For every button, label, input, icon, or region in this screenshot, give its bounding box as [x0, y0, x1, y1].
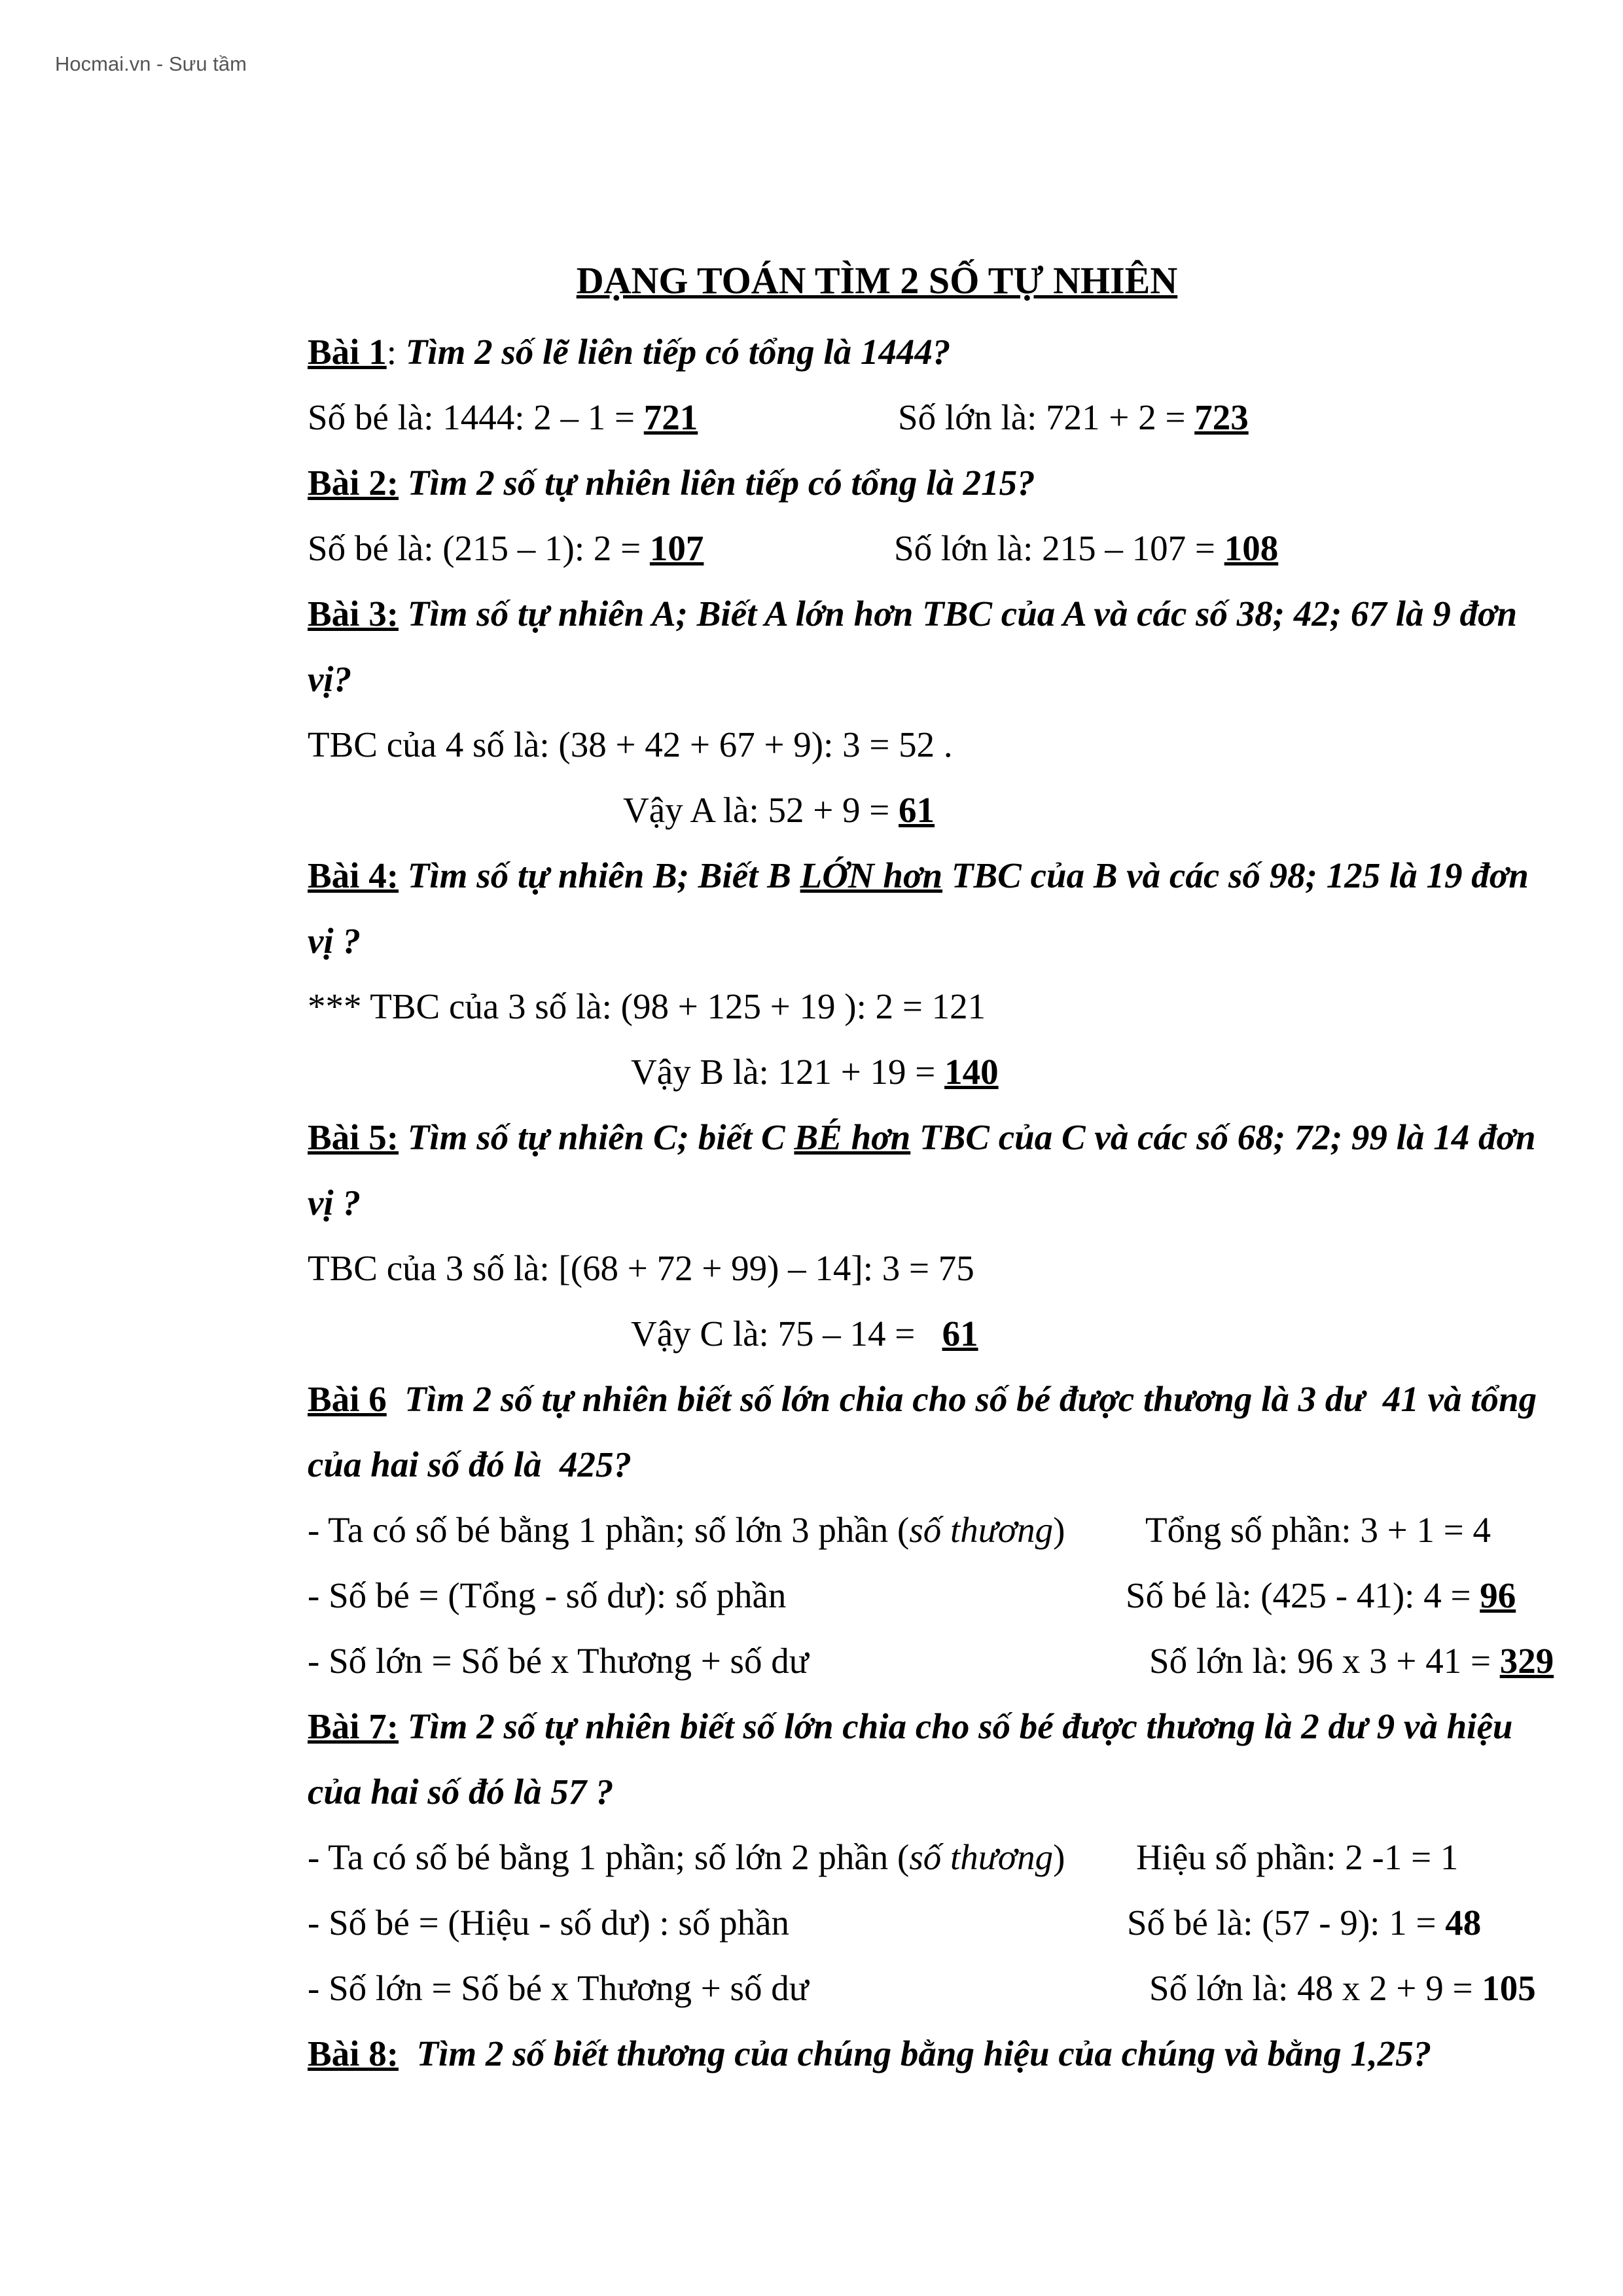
answer-text: Vậy A là: 52 + 9 = [623, 790, 899, 830]
answer-value: 61 [899, 790, 935, 830]
exercise-2-answer-small [308, 530, 704, 566]
line-text-end: ) [1053, 1510, 1065, 1550]
exercise-4-result [631, 1054, 999, 1090]
answer-value: 105 [1482, 1968, 1536, 2008]
exercise-8-label: Bài 8: [308, 2034, 399, 2073]
answer-text: Số lớn là: 96 x 3 + 41 = [1149, 1641, 1500, 1681]
answer-value: 107 [649, 528, 704, 568]
exercise-4-text: Tìm số tự nhiên B; Biết B [399, 855, 800, 895]
answer-text: Số lớn là: 48 x 2 + 9 = [1149, 1968, 1482, 2008]
exercise-7-line-2: - Số bé = (Hiệu - số dư) : số phần [308, 1903, 790, 1943]
exercise-5-line-1: TBC của 3 số là: [(68 + 72 + 99) – 14]: 3 = 75 [308, 1248, 974, 1288]
exercise-7-parts: Hiệu số phần: 2 -1 = 1 [1136, 1837, 1459, 1877]
answer-value: 140 [944, 1052, 999, 1092]
answer-value: 721 [643, 397, 698, 437]
exercise-5-text: Tìm số tự nhiên C; biết C [399, 1117, 794, 1157]
exercise-3-line-1: TBC của 4 số là: (38 + 42 + 67 + 9): 3 = 52 . [308, 725, 953, 764]
exercise-5-question [308, 1119, 1536, 1155]
exercise-6-text: Tìm 2 số tự nhiên biết số lớn chia cho số bé được thương là 3 dư 41 và tổng [386, 1379, 1537, 1419]
exercise-1-answer-small [308, 399, 698, 435]
exercise-6-label: Bài 6 [308, 1379, 387, 1419]
exercise-5-label: Bài 5: [308, 1117, 399, 1157]
exercise-4-text-2: TBC của B và các số 98; 125 là 19 đơn [942, 855, 1529, 895]
exercise-1-text: Tìm 2 số lẽ liên tiếp có tổng là 1444? [405, 332, 951, 372]
answer-text: Vậy B là: 121 + 19 = [631, 1052, 945, 1092]
answer-text: Vậy C là: 75 – 14 = [631, 1314, 942, 1354]
answer-value: 723 [1194, 397, 1249, 437]
exercise-1-label: Bài 1 [308, 332, 387, 372]
exercise-4-label: Bài 4: [308, 855, 399, 895]
answer-text: Số bé là: (57 - 9): 1 = [1127, 1903, 1446, 1943]
exercise-4-emphasis: LỚN hơn [800, 855, 943, 895]
answer-text: Số bé là: (215 – 1): 2 = [308, 528, 650, 568]
line-text: - Ta có số bé bằng 1 phần; số lớn 2 phần ( [308, 1837, 910, 1877]
exercise-7-line-3: - Số lớn = Số bé x Thương + số dư [308, 1968, 809, 2008]
exercise-4-question [308, 857, 1529, 893]
exercise-1-sep: : [386, 332, 406, 372]
exercise-1-question [308, 334, 950, 370]
exercise-5-text-2: TBC của C và các số 68; 72; 99 là 14 đơn [910, 1117, 1536, 1157]
exercise-4-line-1: *** TBC của 3 số là: (98 + 125 + 19 ): 2 = 121 [308, 986, 986, 1026]
line-text-end: ) [1053, 1837, 1065, 1877]
exercise-6-line-3: - Số lớn = Số bé x Thương + số dư [308, 1641, 809, 1681]
line-italic: số thương [909, 1837, 1054, 1877]
answer-value: 48 [1445, 1903, 1482, 1943]
exercise-3-text: Tìm số tự nhiên A; Biết A lớn hơn TBC của A và các số 38; 42; 67 là 9 đơn [399, 594, 1518, 634]
exercise-6-question-cont: của hai số đó là 425? [308, 1444, 632, 1484]
exercise-7-line-1 [308, 1839, 1065, 1875]
exercise-4-question-cont: vị ? [308, 921, 361, 961]
exercise-3-question [308, 596, 1517, 632]
exercise-7-label: Bài 7: [308, 1706, 399, 1746]
answer-value: 108 [1224, 528, 1279, 568]
answer-value: 96 [1480, 1575, 1516, 1615]
exercise-2-label: Bài 2: [308, 463, 399, 503]
answer-text: Số lớn là: 721 + 2 = [898, 397, 1195, 437]
exercise-3-label: Bài 3: [308, 594, 399, 634]
page-title: DẠNG TOÁN TÌM 2 SỐ TỰ NHIÊN [576, 259, 1178, 302]
exercise-6-answer-large [1149, 1643, 1554, 1679]
line-italic: số thương [909, 1510, 1054, 1550]
watermark: Hocmai.vn - Sưu tầm [55, 52, 247, 75]
answer-value: 61 [942, 1314, 978, 1354]
exercise-6-question [308, 1381, 1537, 1417]
exercise-2-question [308, 465, 1035, 501]
answer-value: 329 [1499, 1641, 1554, 1681]
exercise-3-result [623, 792, 935, 828]
exercise-6-line-2: - Số bé = (Tổng - số dư): số phần [308, 1575, 787, 1615]
exercise-6-answer-small [1126, 1577, 1516, 1613]
exercise-5-result [631, 1316, 978, 1352]
line-text: - Ta có số bé bằng 1 phần; số lớn 3 phần ( [308, 1510, 910, 1550]
answer-text: Số bé là: (425 - 41): 4 = [1126, 1575, 1480, 1615]
exercise-2-text: Tìm 2 số tự nhiên liên tiếp có tổng là 215? [399, 463, 1035, 503]
exercise-1-answer-large [898, 399, 1249, 435]
answer-text: Số lớn là: 215 – 107 = [894, 528, 1224, 568]
exercise-7-answer-small [1127, 1905, 1481, 1941]
exercise-3-question-cont: vị? [308, 659, 352, 699]
exercise-6-parts: Tổng số phần: 3 + 1 = 4 [1145, 1510, 1491, 1550]
answer-text: Số bé là: 1444: 2 – 1 = [308, 397, 644, 437]
exercise-7-question-cont: của hai số đó là 57 ? [308, 1772, 614, 1812]
exercise-5-emphasis: BÉ hơn [794, 1117, 911, 1157]
exercise-7-answer-large [1149, 1970, 1536, 2006]
exercise-7-question [308, 1708, 1512, 1744]
exercise-8-text: Tìm 2 số biết thương của chúng bằng hiệu của chúng và bằng 1,25? [399, 2034, 1432, 2073]
exercise-5-question-cont: vị ? [308, 1183, 361, 1223]
exercise-7-text: Tìm 2 số tự nhiên biết số lớn chia cho số bé được thương là 2 dư 9 và hiệu [399, 1706, 1513, 1746]
exercise-8-question [308, 2036, 1431, 2072]
exercise-6-line-1 [308, 1512, 1065, 1548]
exercise-2-answer-large [894, 530, 1278, 566]
